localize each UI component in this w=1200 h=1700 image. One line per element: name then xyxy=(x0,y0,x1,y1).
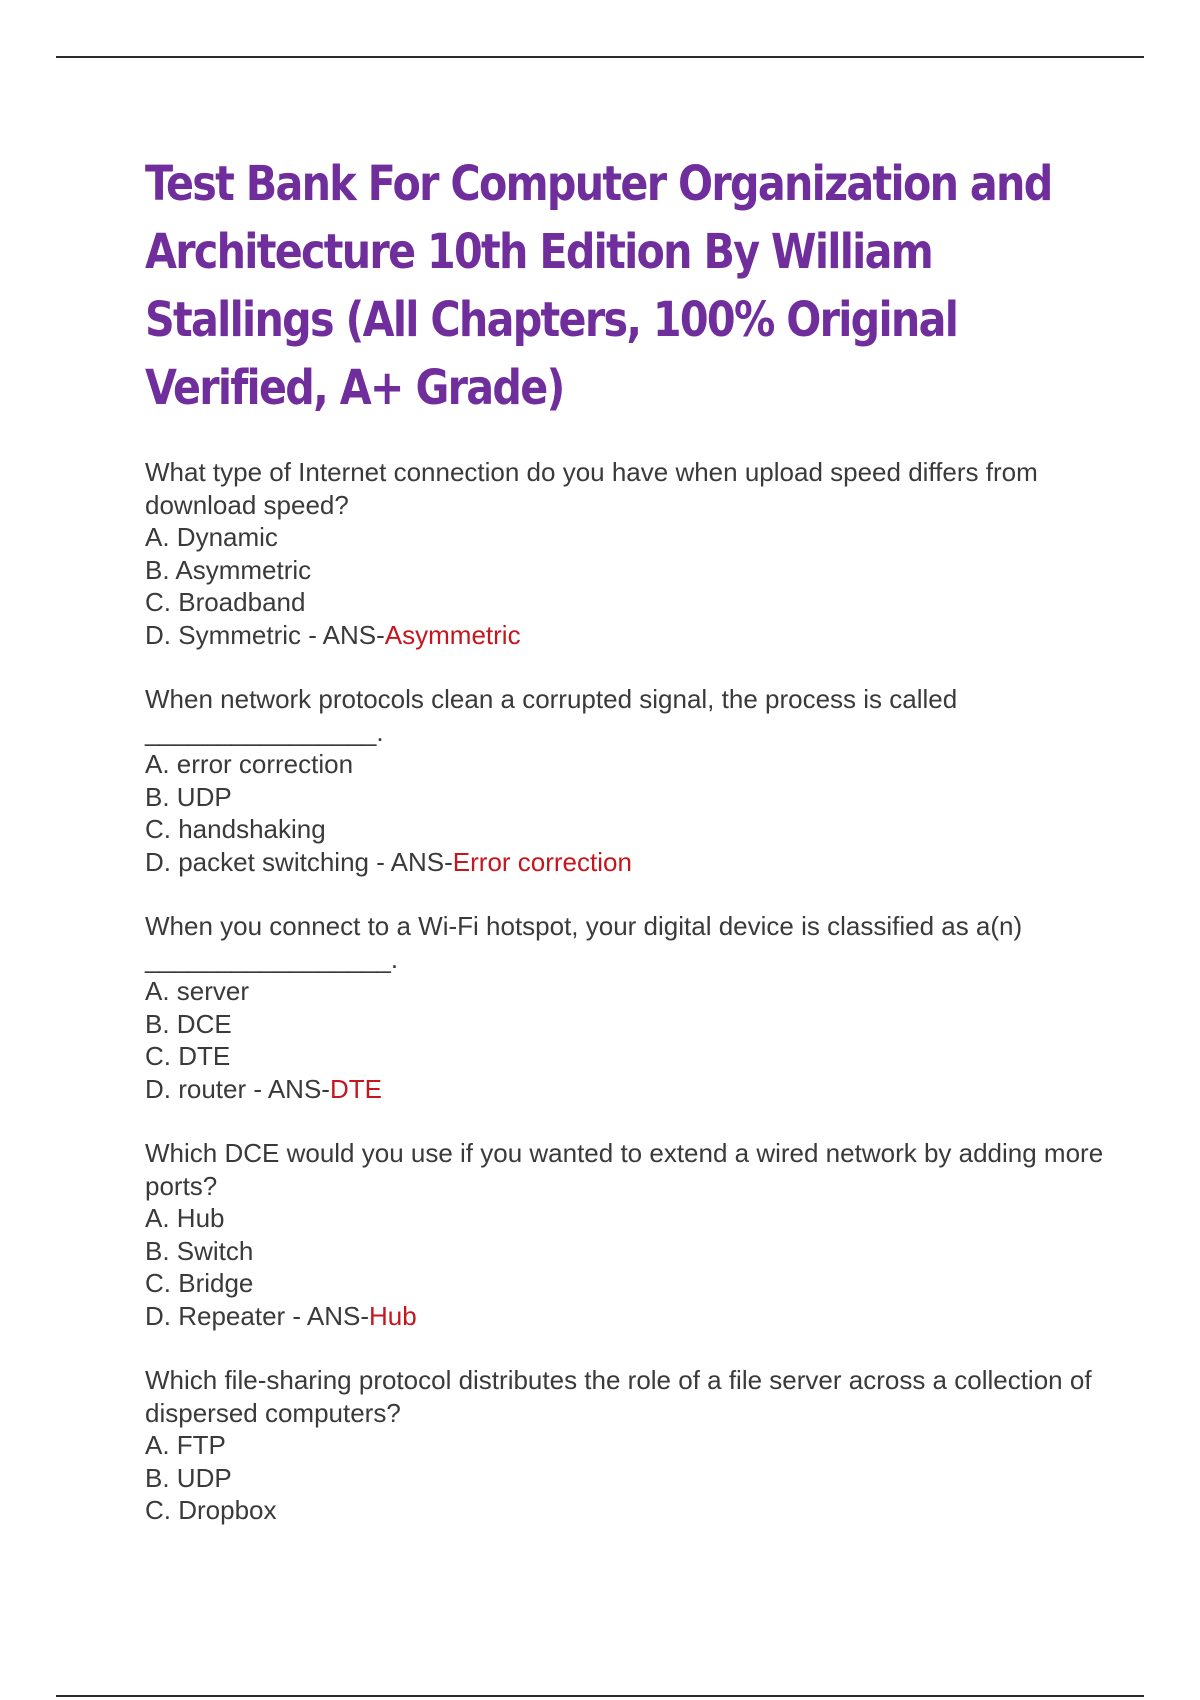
question-2 xyxy=(145,683,1105,878)
option-a: A. Dynamic xyxy=(145,522,278,552)
question-text: Which DCE would you use if you wanted to extend a wired network by adding more ports? xyxy=(145,1138,1104,1201)
option-c: C. Bridge xyxy=(145,1268,254,1298)
option-b: B. UDP xyxy=(145,1462,232,1493)
answer-prefix: - ANS- xyxy=(301,619,385,650)
option-a: A. server xyxy=(145,976,250,1006)
option-d-text: D. Symmetric xyxy=(145,619,301,650)
option-b: B. Asymmetric xyxy=(145,554,312,585)
option-d xyxy=(145,1300,1105,1333)
question-text: What type of Internet connection do you have when upload speed differs from download speed? xyxy=(145,457,1038,520)
option-c: C. DTE xyxy=(145,1041,231,1071)
answer-prefix: - ANS- xyxy=(285,1300,369,1331)
option-c: C. handshaking xyxy=(145,814,326,844)
answer-value: Hub xyxy=(368,1300,417,1331)
top-rule xyxy=(56,56,1144,58)
option-a: A. error correction xyxy=(145,749,354,779)
question-text: When network protocols clean a corrupted signal, the process is called ________________. xyxy=(145,684,958,747)
option-b: B. UDP xyxy=(145,781,232,812)
question-5 xyxy=(145,1364,1105,1527)
question-text: When you connect to a Wi-Fi hotspot, your digital device is classified as a(n) _________________. xyxy=(145,911,1023,974)
option-b: B. Switch xyxy=(145,1235,254,1266)
option-c: C. Dropbox xyxy=(145,1495,277,1525)
question-text: Which file-sharing protocol distributes the role of a file server across a collection of dispersed computers? xyxy=(145,1365,1092,1428)
option-a: A. Hub xyxy=(145,1203,225,1233)
answer-prefix: - ANS- xyxy=(246,1073,330,1104)
document-title: Test Bank For Computer Organization and Architecture 10th Edition By William Stallings (All Chapters, 100% Original Verified, A+ Grade) xyxy=(145,156,1052,416)
option-d xyxy=(145,619,1105,652)
option-b: B. DCE xyxy=(145,1008,232,1039)
answer-value: Asymmetric xyxy=(384,619,521,650)
question-1 xyxy=(145,456,1105,651)
document-body xyxy=(145,150,1105,1559)
option-a: A. FTP xyxy=(145,1430,226,1460)
option-c: C. Broadband xyxy=(145,587,306,617)
option-d-text: D. Repeater xyxy=(145,1300,286,1331)
question-4 xyxy=(145,1137,1105,1332)
option-d-text: D. router xyxy=(145,1073,247,1104)
bottom-rule xyxy=(56,1695,1144,1697)
option-d-text: D. packet switching xyxy=(145,846,369,877)
answer-value: DTE xyxy=(329,1073,382,1104)
answer-value: Error correction xyxy=(452,846,632,877)
question-3 xyxy=(145,910,1105,1105)
option-d xyxy=(145,846,1105,879)
answer-prefix: - ANS- xyxy=(368,846,453,877)
option-d xyxy=(145,1073,1105,1106)
